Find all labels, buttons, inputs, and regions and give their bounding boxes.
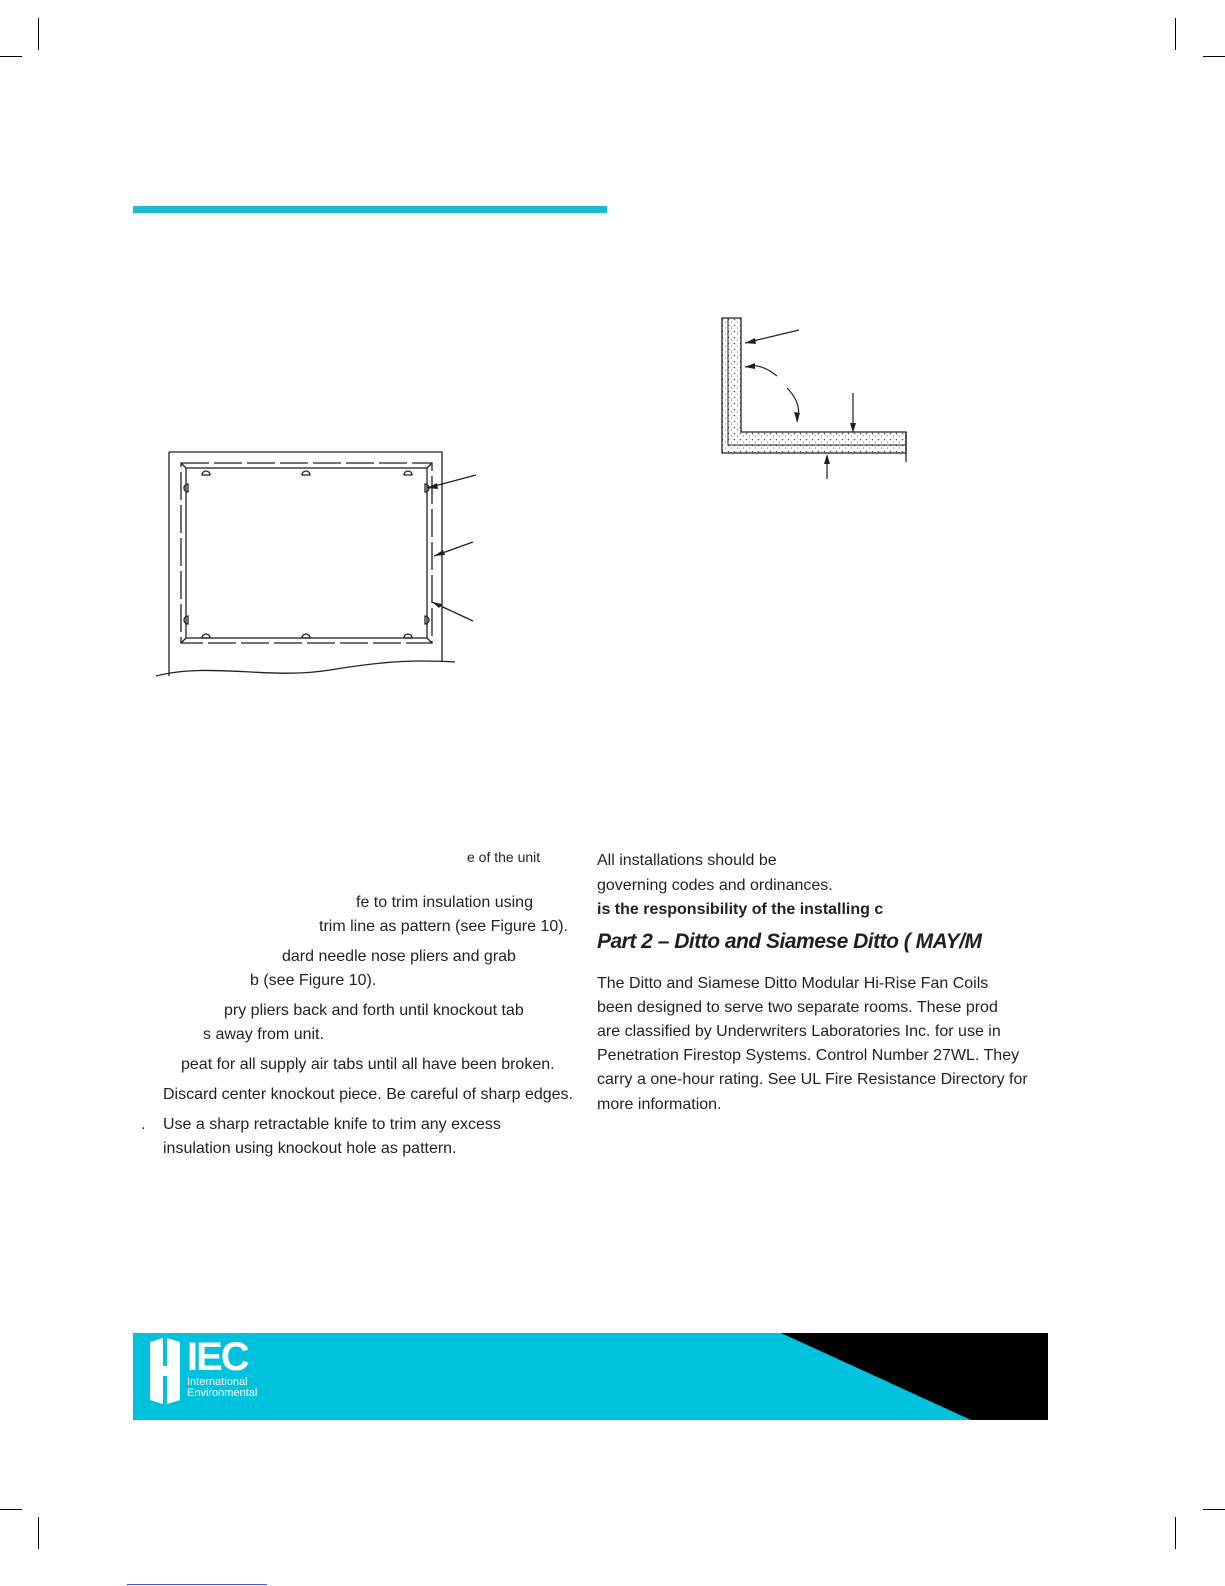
knockout-panel-figure (150, 440, 490, 690)
body-line: more information. (597, 1096, 722, 1113)
left-line: s away from unit. (203, 1026, 324, 1043)
list-marker: . (141, 1116, 146, 1133)
footer-wedge (133, 1333, 1048, 1420)
right-intro-line: All installations should be (597, 852, 777, 869)
left-line: insulation using knockout hole as pattern. (163, 1140, 457, 1157)
section-accent-bar (133, 206, 607, 213)
body-line: carry a one-hour rating. See UL Fire Resistance Directory for (597, 1071, 1028, 1088)
iec-logo-subtitle-2: Environmental (187, 1387, 258, 1399)
crop-mark (1203, 1509, 1225, 1510)
left-line: e of the unit (467, 849, 541, 865)
responsibility-line: is the responsibility of the installing c (597, 901, 884, 918)
crop-mark (1175, 1517, 1176, 1549)
left-line: Use a sharp retractable knife to trim any excess (163, 1116, 501, 1133)
body-line: are classified by Underwriters Laboratories Inc. for use in (597, 1023, 1001, 1040)
left-line: pry pliers back and forth until knockout tab (224, 1002, 524, 1019)
insulation-section-figure (715, 312, 915, 482)
body-line: The Ditto and Siamese Ditto Modular Hi-Rise Fan Coils (597, 975, 989, 992)
crop-mark (0, 1509, 22, 1510)
left-line: dard needle nose pliers and grab (282, 948, 516, 965)
iec-logo-subtitle-1: International (187, 1376, 248, 1388)
left-line: peat for all supply air tabs until all have been broken. (181, 1056, 555, 1073)
right-intro-line: governing codes and ordinances. (597, 877, 833, 894)
left-line: Discard center knockout piece. Be careful of sharp edges. (163, 1086, 573, 1103)
crop-mark (38, 18, 39, 50)
crop-mark (1203, 56, 1225, 57)
section-heading: Part 2 – Ditto and Siamese Ditto ( MAY/M (597, 930, 982, 953)
body-line: been designed to serve two separate rooms. These prod (597, 999, 998, 1016)
left-line: fe to trim insulation using (356, 894, 533, 911)
iec-logo-mark (150, 1338, 184, 1404)
body-line: Penetration Firestop Systems. Control Number 27WL. They (597, 1047, 1020, 1064)
crop-mark (38, 1517, 39, 1549)
left-line: b (see Figure 10). (250, 972, 377, 989)
crop-mark (0, 56, 22, 57)
left-line: trim line as pattern (see Figure 10). (319, 918, 568, 935)
crop-mark (1175, 18, 1176, 50)
footer-band (133, 1333, 1048, 1420)
iec-logo-text: IEC (187, 1335, 248, 1379)
